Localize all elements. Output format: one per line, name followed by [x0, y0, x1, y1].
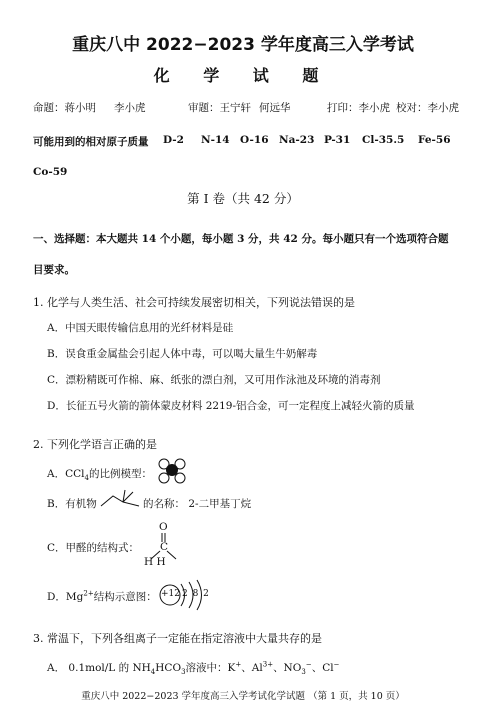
atomic-mass-item: Na-23	[279, 134, 315, 146]
section-instruction-1: 一、选择题：本大题共 14 个小题，每小题 3 分，共 42 分。每小题只有一个选项符合题	[33, 233, 449, 245]
q2-option-c: C．甲醛的结构式：	[47, 542, 140, 554]
author-label: 命题：蒋小明	[33, 102, 96, 114]
ccl4-space-filling-model	[154, 454, 190, 488]
q2-option-b: B．有机物	[47, 498, 97, 510]
section-instruction-2: 目要求。	[33, 264, 75, 276]
q1-stem: 1. 化学与人类生活、社会可持续发展密切相关，下列说法错误的是	[33, 296, 355, 309]
page-footer: 重庆八中 2022−2023 学年度高三入学考试化学试题 （第 1 页，共 10 页）	[81, 691, 405, 702]
formaldehyde-h: H H	[144, 556, 166, 568]
exam-title: 重庆八中 2022−2023 学年度高三入学考试	[72, 35, 414, 55]
mg-nucleus: +12	[161, 589, 180, 599]
q2-option-b-name: 的名称： 2-二甲基丁烷	[143, 498, 252, 510]
atomic-mass-item: P-31	[324, 134, 351, 146]
proof-label: 校对：李小虎	[396, 102, 459, 114]
skeletal-formula	[99, 488, 145, 512]
review-label: 审题：王宁轩	[188, 102, 251, 114]
mg-shells: 2 8 2	[182, 589, 210, 599]
atomic-mass-item: O-16	[240, 134, 269, 146]
atomic-mass-item: N-14	[201, 134, 230, 146]
section-heading: 第 I 卷（共 42 分）	[187, 191, 299, 206]
formaldehyde-o: O	[159, 521, 168, 533]
atomic-mass-item: Cl-35.5	[362, 134, 405, 146]
atomic-mass-item: Fe-56	[418, 134, 451, 146]
atomic-mass-label: 可能用到的相对原子质量	[33, 136, 149, 148]
q1-option-c: C．漂粉精既可作棉、麻、纸张的漂白剂，又可用作泳池及环境的消毒剂	[47, 374, 381, 386]
q2-option-d: D．$Mg^{2+}$结构示意图：	[47, 589, 157, 603]
q1-option-b: B．误食重金属盐会引起人体中毒，可以喝大量生牛奶解毒	[47, 348, 318, 360]
exam-subtitle: 化 学 试 题	[153, 66, 333, 85]
formaldehyde-c: C	[160, 541, 169, 553]
print-label: 打印：李小虎	[327, 102, 390, 114]
q2-option-a: A．CCl$_4$的比例模型：	[47, 468, 152, 483]
q2-stem: 2. 下列化学语言正确的是	[33, 438, 157, 451]
q1-option-a: A．中国天眼传输信息用的光纤材料是硅	[47, 322, 234, 334]
atomic-mass-last: Co-59	[33, 166, 68, 178]
author2: 李小虎	[114, 102, 146, 114]
q3-stem: 3. 常温下，下列各组离子一定能在指定溶液中大量共存的是	[33, 632, 322, 645]
atomic-mass-item: D-2	[163, 134, 184, 146]
q1-option-d: D．长征五号火箭的箭体蒙皮材料 2219-铝合金，可一定程度上减轻火箭的质量	[47, 400, 415, 412]
q3-option-a: A． 0.1mol/L 的 $NH_4HCO_3$溶液中：K+、$Al^{3+}$、$NO_3^-$、Cl−	[47, 660, 340, 677]
review2: 何远华	[259, 102, 291, 114]
